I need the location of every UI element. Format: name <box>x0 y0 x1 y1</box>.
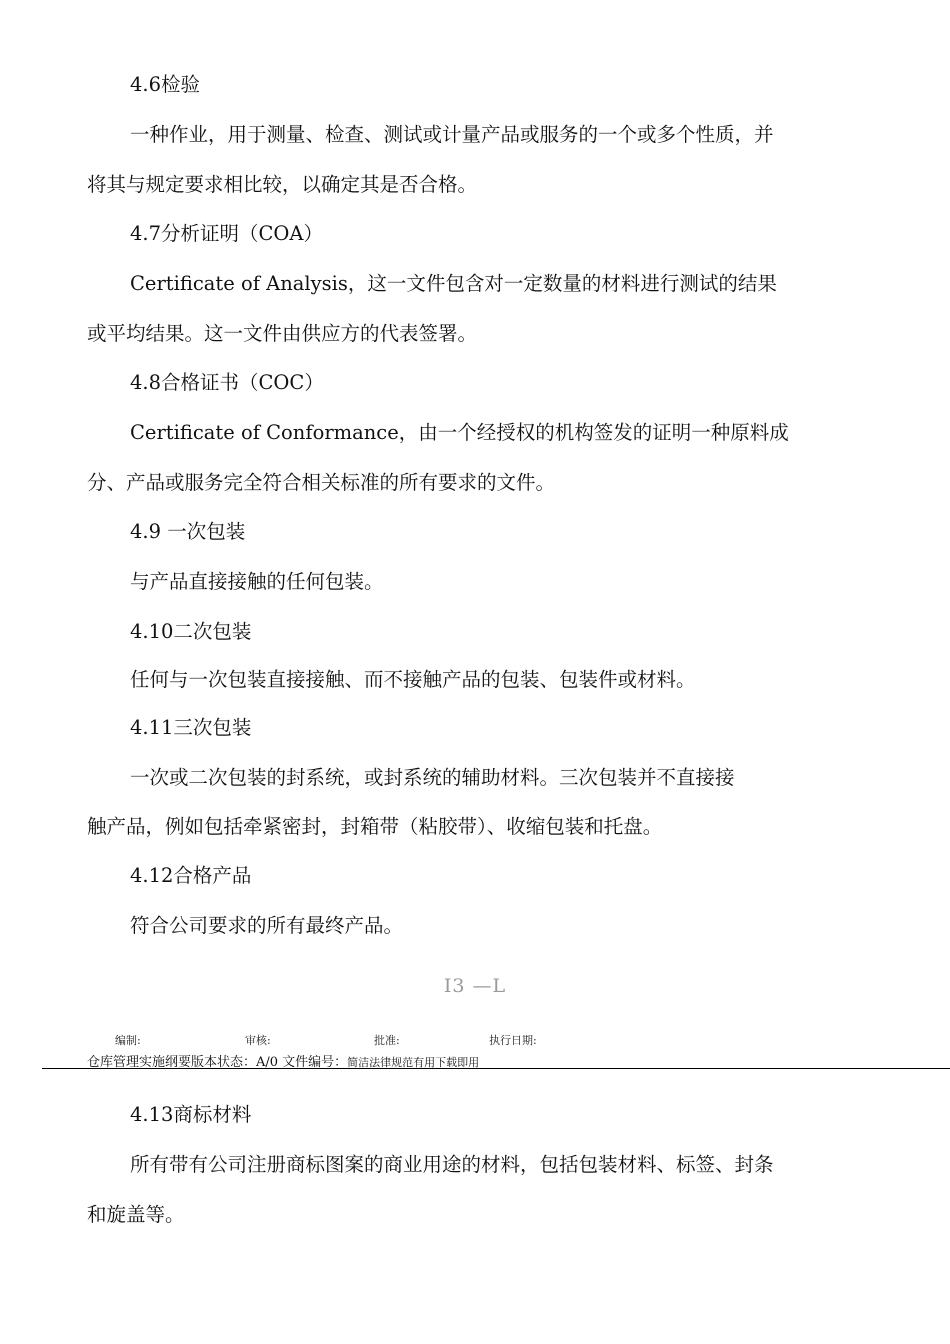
paragraph-line: 一种作业，用于测量、检查、测试或计量产品或服务的一个或多个性质，并 <box>130 123 774 146</box>
page-number-mark: I3 —L <box>443 975 507 997</box>
page-divider <box>42 1068 950 1069</box>
paragraph-line: 任何与一次包装直接接触、而不接触产品的包装、包装件或材料。 <box>130 668 696 691</box>
heading-4-10: 4.10二次包装 <box>130 620 252 643</box>
paragraph-line: Certificate of Conformance，由一个经授权的机构签发的证明一种原料成 <box>130 421 789 444</box>
heading-4-12: 4.12合格产品 <box>130 864 252 887</box>
footer-status-note: 简洁法律规范有用下载即用 <box>347 1056 480 1069</box>
footer-label-reviewed: 审核: <box>245 1034 271 1047</box>
paragraph-line: Certificate of Analysis，这一文件包含对一定数量的材料进行测试的结果 <box>130 272 777 295</box>
paragraph-line: 一次或二次包装的封系统，或封系统的辅助材料。三次包装并不直接接 <box>130 766 735 789</box>
paragraph-line: 分、产品或服务完全符合相关标准的所有要求的文件。 <box>87 471 556 494</box>
heading-4-9: 4.9 一次包装 <box>130 520 246 543</box>
paragraph-line: 与产品直接接触的任何包装。 <box>130 570 384 593</box>
heading-4-7: 4.7分析证明（COA） <box>130 222 324 245</box>
footer-label-effective-date: 执行日期: <box>489 1034 537 1047</box>
heading-4-6: 4.6检验 <box>130 73 201 96</box>
heading-4-8: 4.8合格证书（COC） <box>130 371 324 394</box>
paragraph-line: 将其与规定要求相比较，以确定其是否合格。 <box>87 173 478 196</box>
footer-label-prepared: 编制: <box>115 1034 141 1047</box>
footer-status-main: 仓库管理实施纲要版本状态：A/0 文件编号： <box>87 1055 348 1070</box>
paragraph-line: 所有带有公司注册商标图案的商业用途的材料，包括包装材料、标签、封条 <box>130 1153 774 1176</box>
paragraph-line: 和旋盖等。 <box>87 1203 185 1226</box>
paragraph-line: 触产品，例如包括牵紧密封，封箱带（粘胶带）、收缩包装和托盘。 <box>87 815 663 838</box>
footer-label-approved: 批准: <box>374 1034 400 1047</box>
paragraph-line: 或平均结果。这一文件由供应方的代表签署。 <box>87 322 478 345</box>
heading-4-13: 4.13商标材料 <box>130 1103 252 1126</box>
heading-4-11: 4.11三次包装 <box>130 716 252 739</box>
paragraph-line: 符合公司要求的所有最终产品。 <box>130 914 404 937</box>
